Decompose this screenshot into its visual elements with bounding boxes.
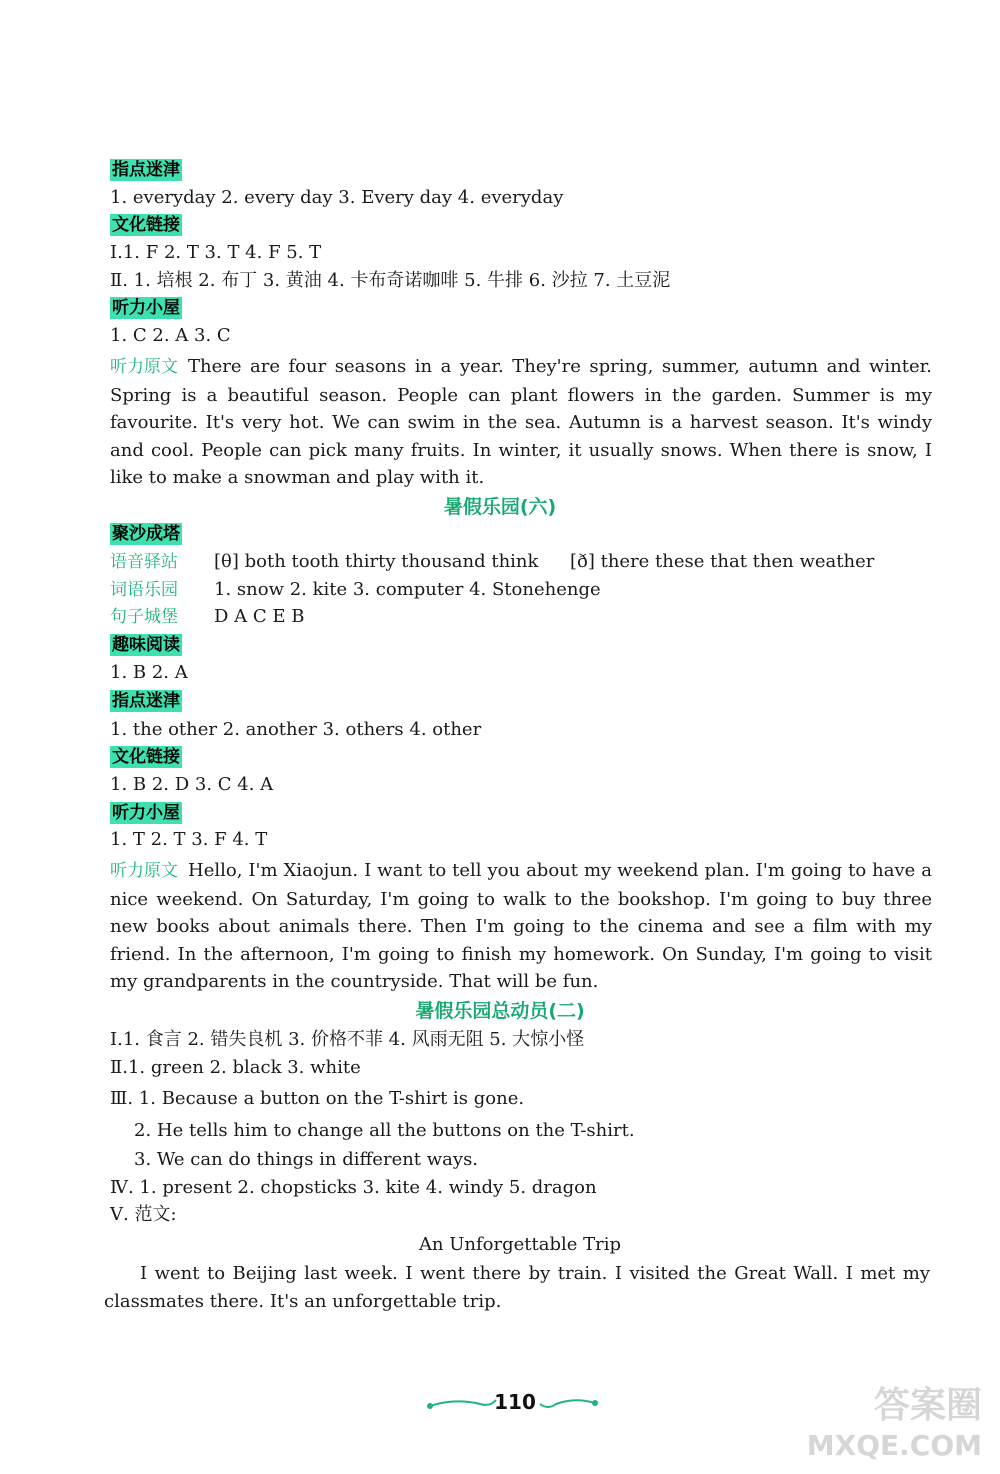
phonetics-row: 语音驿站 [θ] both tooth thirty thousand think [ð] there these that then weather [110, 551, 875, 572]
words-row: 词语乐园 1. snow 2. kite 3. computer 4. Stonehenge [110, 579, 601, 600]
heading-listening-1: 听力小屋 [112, 298, 180, 318]
listening-script-2: 听力原文 Hello, I'm Xiaojun. I want to tell you about my weekend plan. I'm going to have a nice weekend. On Saturday, I'm going to walk to the bookshop. I'm going to buy three new books about animals there. Then I'm going to the cinema and see a film with my friend. In the afternoon, I'm going to finish my homework. On Sunday, I'm going to visit my grandparents in the countryside. That will be fun. [110, 860, 932, 992]
heading-culture-2: 文化链接 [112, 747, 180, 767]
listening-script-1: 听力原文 There are four seasons in a year. They're spring, summer, autumn and winter. Spring is a beautiful season. People can plant flowers in the garden. Summer is my favourite. It's very hot. We can swim in the sea. Autumn is a harvest season. It's windy and cool. People can pick many fruits. In winter, it usually snows. When there is snow, I like to make a snowman and play with it. [110, 356, 932, 488]
culture-answers-3: 1. B 2. D 3. C 4. A [110, 774, 274, 795]
reading-answers: 1. B 2. A [110, 662, 188, 683]
essay-title: An Unforgettable Trip [418, 1234, 622, 1255]
heading-tips-1: 指点迷津 [112, 160, 180, 180]
listening-answers-1: 1. C 2. A 3. C [110, 325, 231, 346]
heading-sand: 聚沙成塔 [112, 524, 180, 544]
listening-answers-2: 1. T 2. T 3. F 4. T [110, 829, 268, 850]
review-q1: Ⅰ.1. 食言 2. 错失良机 3. 价格不菲 4. 风雨无阻 5. 大惊小怪 [110, 1029, 585, 1050]
heading-tips-2: 指点迷津 [112, 691, 180, 711]
review-q2: Ⅱ.1. green 2. black 3. white [110, 1057, 361, 1078]
section-title-review: 暑假乐园总动员(二) [415, 1000, 585, 1022]
tips-answers-2: 1. the other 2. another 3. others 4. other [110, 719, 482, 740]
page-number: 110 [494, 1390, 536, 1414]
review-q4: Ⅳ. 1. present 2. chopsticks 3. kite 4. windy 5. dragon [110, 1177, 597, 1198]
watermark: 答案圈 MXQE.COM [806, 1385, 982, 1462]
essay-body: I went to Beijing last week. I went there by train. I visited the Great Wall. I met my classmates there. It's an unforgettable trip. [104, 1263, 930, 1312]
script-label: 听力原文 [110, 357, 178, 377]
review-q3-3: 3. We can do things in different ways. [134, 1149, 479, 1170]
script-label: 听力原文 [110, 861, 178, 881]
review-q5: Ⅴ. 范文: [110, 1204, 177, 1225]
tips-answers-1: 1. everyday 2. every day 3. Every day 4. everyday [110, 187, 564, 208]
heading-listening-2: 听力小屋 [112, 803, 180, 823]
review-q3-2: 2. He tells him to change all the buttons on the T-shirt. [134, 1120, 635, 1141]
sentences-row: 句子城堡 D A C E B [110, 606, 305, 627]
culture-answers-2: Ⅱ. 1. 培根 2. 布丁 3. 黄油 4. 卡布奇诺咖啡 5. 牛排 6. 沙拉 7. 土豆泥 [110, 270, 671, 291]
section-title-6: 暑假乐园(六) [443, 496, 557, 518]
heading-culture-1: 文化链接 [112, 215, 180, 235]
review-q3-1: Ⅲ. 1. Because a button on the T-shirt is gone. [110, 1088, 525, 1109]
heading-reading: 趣味阅读 [112, 635, 180, 655]
culture-answers-1: Ⅰ.1. F 2. T 3. T 4. F 5. T [110, 242, 322, 263]
